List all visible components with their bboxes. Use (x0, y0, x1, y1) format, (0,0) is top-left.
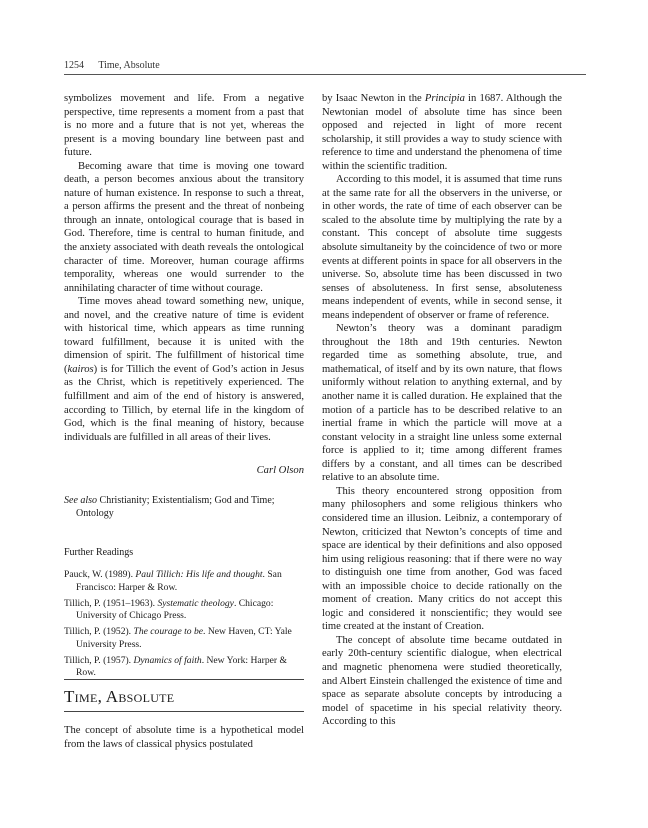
right-paragraph-1 (322, 92, 562, 173)
kairos-term: kairos (67, 363, 94, 375)
entry-block (64, 679, 304, 762)
ref-4-pub: . New York: Harper & Row. (76, 654, 287, 679)
running-title: Time, Absolute (98, 60, 160, 71)
right-paragraph-2: According to this model, it is assumed that time runs at the same rate for all the observers in the universe, or in other words, the rate of time of each observer can be scaled to the absolute time by multiplying the rate by a constant. This concept of absolute time suggests absolute simultaneity by the coincidence of two or more events at different points in space for all observers in the universe. So, absolute time has been discussed in two senses of absoluteness. In first sense, absoluteness means independent of events, while in second sense, it means independent of observer or frame of reference. (322, 174, 562, 321)
ref-2-author: Tillich, P. (1951–1963). (64, 597, 158, 609)
left-paragraph-3 (64, 295, 304, 444)
right-column (322, 92, 562, 729)
ref-3-author: Tillich, P. (1952). (64, 626, 134, 638)
entry-intro-text: The concept of absolute time is a hypothetical model from the laws of classical physics postulated (64, 725, 304, 750)
see-also-label: See also (64, 494, 98, 506)
author-signature: Carl Olson (256, 465, 304, 477)
reference-4 (64, 655, 304, 680)
further-readings-heading: Further Readings (64, 546, 134, 558)
entry-rule-top (64, 679, 304, 680)
left-paragraph-1: symbolizes movement and life. From a negative perspective, time represents a moment from a past that is no more and a future that is not yet, whereas the present is a moving boundary line between past and future. (64, 93, 304, 159)
left-p3-a: Time moves ahead toward something new, unique, and novel, and the creative nature of time is evident with historical time, which appears as time running toward fulfillment, because it is united with the dimension of spirit. The fulfillment of historical time ( (64, 296, 304, 375)
page-number: 1254 (64, 60, 84, 71)
running-header (64, 60, 586, 71)
ref-4-author: Tillich, P. (1957). (64, 654, 134, 666)
entry-rule-bottom (64, 711, 304, 712)
ref-2-title: Systematic theology (157, 597, 234, 609)
right-paragraph-5: The concept of absolute time became outdated in early 20th-century scientific dialogue, when electrical and magnetic phenomena were studied theoretically, and Albert Einstein challenged the existence of time and space as separate absolute concepts by introducing a model of spacetime in his special relativity theory. According to this (322, 634, 562, 728)
ref-3-title: The courage to be (133, 626, 204, 638)
left-paragraph-2: Becoming aware that time is moving one toward death, a person becomes anxious about the transitory nature of human existence. In response to such a threat, a person affirms the present and the threat of nonbeing through an innate, ontological courage that is based in God. Therefore, time is central to human finitude, and the anxiety associated with death reveals the ontological character of time. Moreover, human courage affirms temporality, whereas one would surrender to the annihilating character of time without courage. (64, 160, 304, 294)
reference-2 (64, 598, 304, 623)
reference-1 (64, 569, 304, 594)
right-paragraph-3: Newton’s theory was a dominant paradigm throughout the 18th and 19th centuries. Newton regarded time as something absolute, true, and mathematical, of itself and by its own nature, that flows uniformly without relation to anything external, and by another name it is called duration. He explained that the motion of a particle has to be described relative to an inertial frame in which the particle will move at a constant velocity in a straight line unless some external force is applied to it; time among different frames differs by a constant, and all times can be described relative to an absolute time. (322, 323, 562, 484)
see-also (64, 494, 304, 520)
right-p1-b: in 1687. Although the Newtonian model of absolute time has since been opposed and rejected in light of more recent scholarship, it still provides a way to study science with reference to time and understand the phenomena of time within the scientific tradition. (322, 93, 562, 172)
ref-1-author: Pauck, W. (1989). (64, 569, 136, 581)
ref-2-pub: . Chicago: University of Chicago Press. (76, 597, 274, 622)
right-paragraph-4: This theory encountered strong opposition from many philosophers and some religious thinkers who considered time an illusion. Leibniz, a contemporary of Newton, criticized that Newton’s concepts of time and space are identical by their definitions and also opposed him using religious reasoning: that if there were no way to distinguish one time from another, God was faced with an impossible choice to decide rationally on the moment of creation. Many critics do not accept this logic and considered it nonscientific; they would see time created at the instant of Creation. (322, 485, 562, 633)
entry-title: Time, Absolute (64, 687, 175, 706)
see-also-text: Christianity; Existentialism; God and Time; Ontology (76, 494, 275, 519)
ref-1-title: Paul Tillich: His life and thought (135, 569, 263, 581)
reference-3 (64, 626, 304, 651)
ref-1-pub: . San Francisco: Harper & Row. (76, 569, 282, 594)
ref-4-title: Dynamics of faith (133, 654, 202, 666)
right-p1-a: by Isaac Newton in the (322, 93, 425, 104)
header-rule (64, 74, 586, 75)
left-p3-b: ) is for Tillich the event of God’s action in Jesus as the Christ, which is repetitively experienced. The fulfillment and aim of the end of history is answered, according to Tillich, by eternal life in the kingdom of God, which is the final meaning of history, because individuals are fulfilled in all areas of their lives. (64, 363, 304, 443)
ref-3-pub: . New Haven, CT: Yale University Press. (76, 626, 292, 650)
principia-title: Principia (424, 93, 465, 104)
left-column (64, 92, 304, 680)
